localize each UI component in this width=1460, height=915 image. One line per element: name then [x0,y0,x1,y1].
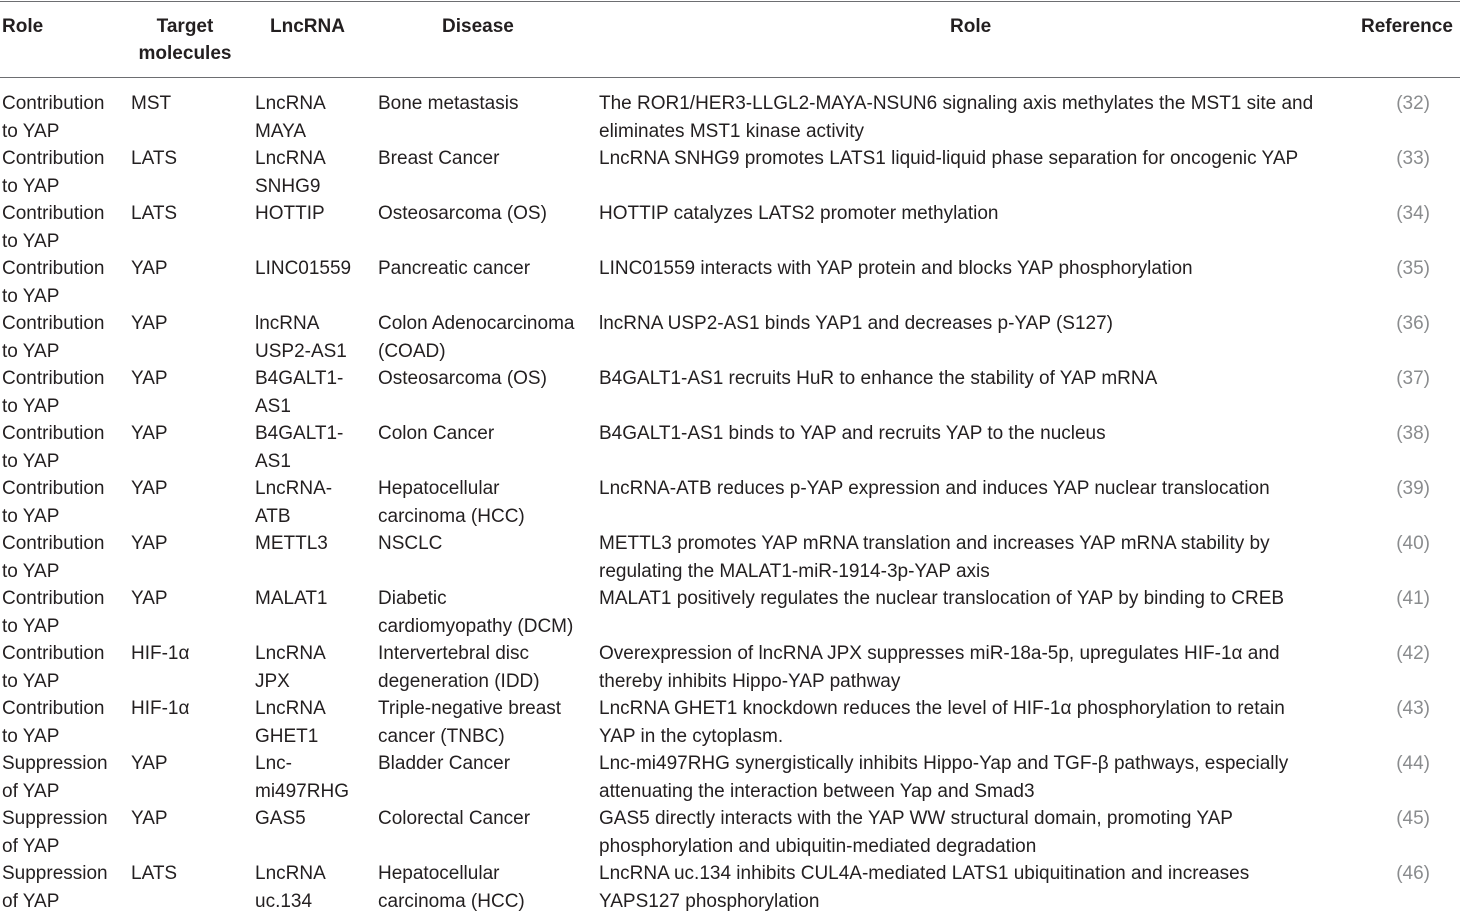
cell-role: Contribution to YAP [2,423,105,472]
cell-target: LATS [131,203,178,224]
cell-lncrna: lncRNA USP2-AS1 [255,313,347,362]
cell-role-description: LINC01559 interacts with YAP protein and blocks YAP phosphorylation [599,258,1193,279]
cell-target: YAP [131,313,168,334]
cell-role-description: GAS5 directly interacts with the YAP WW structural domain, promoting YAP phosphorylation and ubiquitin-mediated degradation [599,808,1233,857]
cell-reference[interactable]: (39) [1396,478,1430,499]
cell-lncrna: Lnc- mi497RHG [255,753,349,802]
cell-role-description: lncRNA USP2-AS1 binds YAP1 and decreases p-YAP (S127) [599,313,1113,334]
table-row [0,530,1460,585]
cell-target: LATS [131,863,178,884]
cell-disease: Intervertebral disc degeneration (IDD) [378,643,540,692]
cell-disease: Osteosarcoma (OS) [378,203,547,224]
cell-disease: Hepatocellular carcinoma (HCC) [378,478,525,527]
table-row [0,750,1460,805]
header-disease: Disease [442,16,514,37]
cell-lncrna: LncRNA JPX [255,643,326,692]
cell-role: Contribution to YAP [2,258,105,307]
cell-disease: Bone metastasis [378,93,519,114]
cell-disease: Bladder Cancer [378,753,511,774]
header-role: Role [2,16,44,37]
cell-role-description: LncRNA uc.134 inhibits CUL4A-mediated LATS1 ubiquitination and increases YAPS127 phosphorylation [599,863,1250,912]
cell-target: HIF-1α [131,643,190,664]
cell-target: MST [131,93,172,114]
cell-reference[interactable]: (43) [1396,698,1430,719]
cell-lncrna: LncRNA- ATB [255,478,333,527]
cell-lncrna: LncRNA SNHG9 [255,148,326,197]
cell-disease: Colon Cancer [378,423,495,444]
cell-lncrna: METTL3 [255,533,328,554]
cell-reference[interactable]: (38) [1396,423,1430,444]
header-rule [0,77,1460,78]
top-rule [0,1,1460,2]
cell-target: LATS [131,148,178,169]
cell-reference[interactable]: (37) [1396,368,1430,389]
table-row [0,475,1460,530]
cell-disease: Osteosarcoma (OS) [378,368,547,389]
cell-role: Contribution to YAP [2,478,105,527]
cell-reference[interactable]: (33) [1396,148,1430,169]
header-role-description: Role [950,16,992,37]
table-row [0,860,1460,915]
cell-role-description: Overexpression of lncRNA JPX suppresses miR-18a-5p, upregulates HIF-1α and thereby inhibits Hippo-YAP pathway [599,643,1280,692]
cell-reference[interactable]: (45) [1396,808,1430,829]
cell-lncrna: HOTTIP [255,203,325,224]
cell-disease: NSCLC [378,533,443,554]
cell-lncrna: B4GALT1- AS1 [255,423,344,472]
cell-role: Contribution to YAP [2,368,105,417]
table-row [0,145,1460,200]
cell-target: YAP [131,533,168,554]
cell-role: Contribution to YAP [2,203,105,252]
cell-reference[interactable]: (44) [1396,753,1430,774]
cell-lncrna: GAS5 [255,808,306,829]
cell-target: YAP [131,368,168,389]
cell-role-description: The ROR1/HER3-LLGL2-MAYA-NSUN6 signaling axis methylates the MST1 site and eliminates MST1 kinase activity [599,93,1314,142]
cell-role-description: LncRNA-ATB reduces p-YAP expression and induces YAP nuclear translocation [599,478,1270,499]
cell-reference[interactable]: (41) [1396,588,1430,609]
cell-lncrna: LncRNA MAYA [255,93,326,142]
header-reference: Reference [1361,16,1453,37]
cell-reference[interactable]: (35) [1396,258,1430,279]
cell-role-description: MALAT1 positively regulates the nuclear translocation of YAP by binding to CREB [599,588,1285,609]
cell-target: YAP [131,588,168,609]
table-row [0,255,1460,310]
cell-reference[interactable]: (36) [1396,313,1430,334]
cell-role: Suppression of YAP [2,808,108,857]
cell-lncrna: LncRNA GHET1 [255,698,326,747]
table-row [0,420,1460,475]
cell-lncrna: B4GALT1- AS1 [255,368,344,417]
cell-role-description: METTL3 promotes YAP mRNA translation and increases YAP mRNA stability by regulating the MALAT1-miR-1914-3p-YAP axis [599,533,1270,582]
table-row [0,365,1460,420]
cell-lncrna: LINC01559 [255,258,352,279]
cell-role-description: LncRNA GHET1 knockdown reduces the level of HIF-1α phosphorylation to retain YAP in the cytoplasm. [599,698,1285,747]
cell-reference[interactable]: (46) [1396,863,1430,884]
table-row [0,200,1460,255]
cell-role-description: HOTTIP catalyzes LATS2 promoter methylation [599,203,999,224]
table-row [0,90,1460,145]
cell-target: YAP [131,808,168,829]
cell-role: Contribution to YAP [2,313,105,362]
cell-reference[interactable]: (40) [1396,533,1430,554]
cell-role-description: LncRNA SNHG9 promotes LATS1 liquid-liquid phase separation for oncogenic YAP [599,148,1299,169]
cell-role-description: B4GALT1-AS1 recruits HuR to enhance the stability of YAP mRNA [599,368,1158,389]
cell-disease: Pancreatic cancer [378,258,531,279]
cell-disease: Breast Cancer [378,148,500,169]
cell-target: YAP [131,258,168,279]
cell-role: Contribution to YAP [2,588,105,637]
cell-role: Contribution to YAP [2,93,105,142]
cell-role-description: Lnc-mi497RHG synergistically inhibits Hippo-Yap and TGF-β pathways, especially attenuating the interaction between Yap and Smad3 [599,753,1289,802]
cell-reference[interactable]: (32) [1396,93,1430,114]
cell-role: Contribution to YAP [2,533,105,582]
cell-role: Contribution to YAP [2,148,105,197]
cell-reference[interactable]: (42) [1396,643,1430,664]
cell-role-description: B4GALT1-AS1 binds to YAP and recruits YAP to the nucleus [599,423,1106,444]
cell-disease: Colorectal Cancer [378,808,531,829]
table-row [0,695,1460,750]
table-row [0,805,1460,860]
cell-disease: Diabetic cardiomyopathy (DCM) [378,588,574,637]
cell-role: Suppression of YAP [2,753,108,802]
cell-target: HIF-1α [131,698,190,719]
cell-disease: Hepatocellular carcinoma (HCC) [378,863,525,912]
table-row [0,585,1460,640]
cell-lncrna: LncRNA uc.134 [255,863,326,912]
table-row [0,640,1460,695]
cell-lncrna: MALAT1 [255,588,328,609]
cell-disease: Triple-negative breast cancer (TNBC) [378,698,562,747]
cell-role: Contribution to YAP [2,698,105,747]
cell-role: Contribution to YAP [2,643,105,692]
cell-target: YAP [131,423,168,444]
header-lncrna: LncRNA [270,16,345,37]
cell-target: YAP [131,478,168,499]
cell-disease: Colon Adenocarcinoma (COAD) [378,313,575,362]
table-row [0,310,1460,365]
cell-role: Suppression of YAP [2,863,108,912]
cell-target: YAP [131,753,168,774]
cell-reference[interactable]: (34) [1396,203,1430,224]
header-target-molecules: Target molecules [138,16,232,64]
